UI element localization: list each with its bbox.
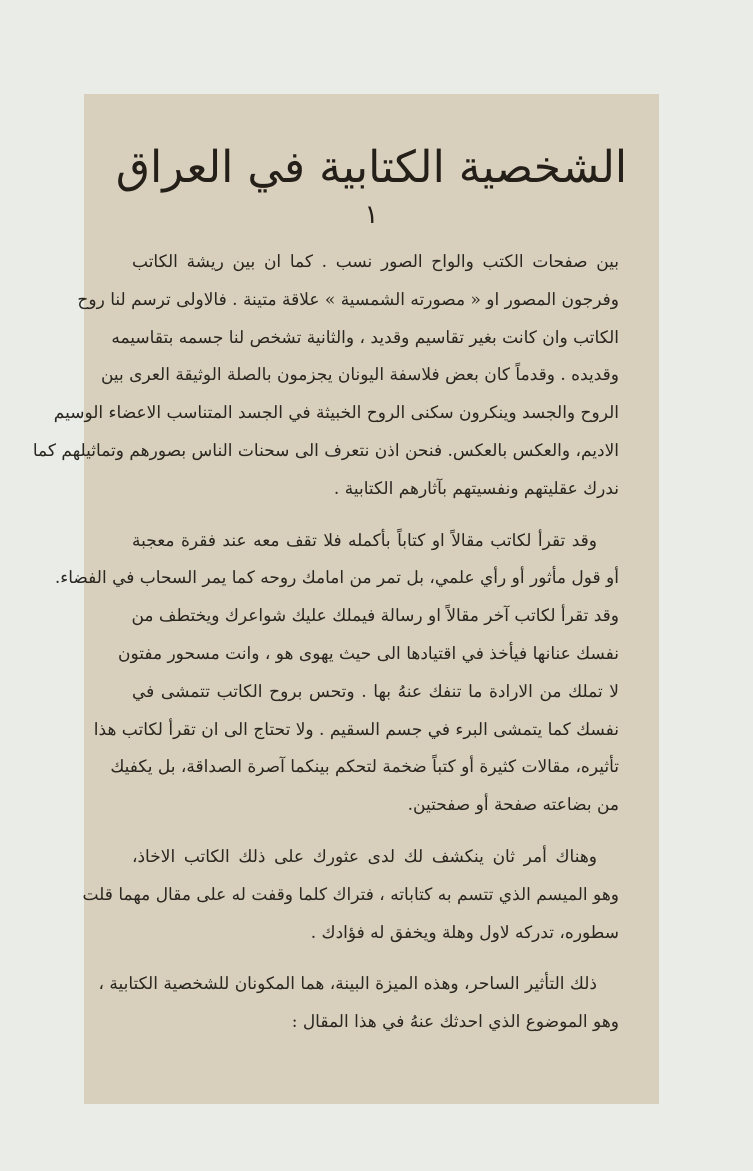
paragraph-1	[32, 244, 619, 509]
text-line: وقد تقرأ لكاتب مقالاً او كتاباً بأكمله فلا تقف معه عند فقرة معجبة	[132, 530, 597, 551]
text-line: وهو الموضوع الذي احدثك عنهُ في هذا المقال :	[291, 1012, 619, 1033]
section-number: ١	[364, 200, 379, 230]
text-line: الكاتب وان كانت بغير تقاسيم وقديد ، والثانية تشخص لنا جسمه بتقاسيمه	[111, 327, 619, 348]
text-line: وقديده . وقدماً كان بعض فلاسفة اليونان يجزمون بالصلة الوثيقة العرى بين	[100, 365, 619, 386]
text-line: أو قول مأثور أو رأي علمي، بل تمر من امامك روحه كما يمر السحاب في الفضاء.	[54, 568, 619, 589]
text-line: وهناك أمر ثان ينكشف لك لدى عثورك على ذلك الكاتب الاخاذ،	[132, 846, 597, 867]
text-line: ندرك عقليتهم ونفسيتهم بآثارهم الكتابية .	[333, 478, 619, 499]
text-line: بين صفحات الكتب والواح الصور نسب . كما ان بين ريشة الكاتب	[132, 252, 619, 272]
text-line: وفرجون المصور او « مصورته الشمسية » علاقة متينة . فالاولى ترسم لنا روح	[77, 289, 619, 310]
text-line: وقد تقرأ لكاتب آخر مقالاً او رسالة فيملك عليك شواعرك ويختطف من	[131, 606, 619, 627]
page-title: الشخصية الكتابية في العراق	[115, 142, 628, 193]
text-line: الاديم، والعكس بالعكس. فنحن اذن نتعرف الى سحنات الناس بصورهم وتماثيلهم كما	[32, 440, 619, 461]
text-line: نفسك عنانها فيأخذ في اقتيادها الى حيث يهوى هو ، وانت مسحور مفتون	[117, 643, 619, 664]
text-line: الروح والجسد وينكرون سكنى الروح الخبيثة في الجسد المتناسب الاعضاء الوسيم	[53, 403, 619, 424]
paragraph-2	[54, 523, 619, 825]
text-line: ذلك التأثير الساحر، وهذه الميزة البينة، هما المكونان للشخصية الكتابية ،	[98, 974, 597, 995]
text-line: وهو الميسم الذي تتسم به كتاباته ، فتراك كلما وقفت له على مقال مهما قلت	[82, 884, 619, 905]
scanned-page	[32, 94, 659, 1104]
text-line: سطوره، تدركه لاول وهلة ويخفق له فؤادك .	[310, 922, 619, 943]
article-body	[32, 244, 619, 1056]
text-line: لا تملك من الارادة ما تنفك عنهُ بها . وتحس بروح الكاتب تتمشى في	[132, 681, 619, 702]
paragraph-4	[98, 966, 619, 1042]
text-line: من بضاعته صفحة أو صفحتين.	[407, 795, 619, 816]
paragraph-3	[82, 839, 619, 952]
text-line: نفسك كما يتمشى البرء في جسم السقيم . ولا تحتاج الى ان تقرأ لكاتب هذا	[93, 719, 619, 740]
text-line: تأثيره، مقالات كثيرة أو كتباً ضخمة لتحكم بينكما آصرة الصداقة، بل يكفيك	[110, 757, 619, 778]
